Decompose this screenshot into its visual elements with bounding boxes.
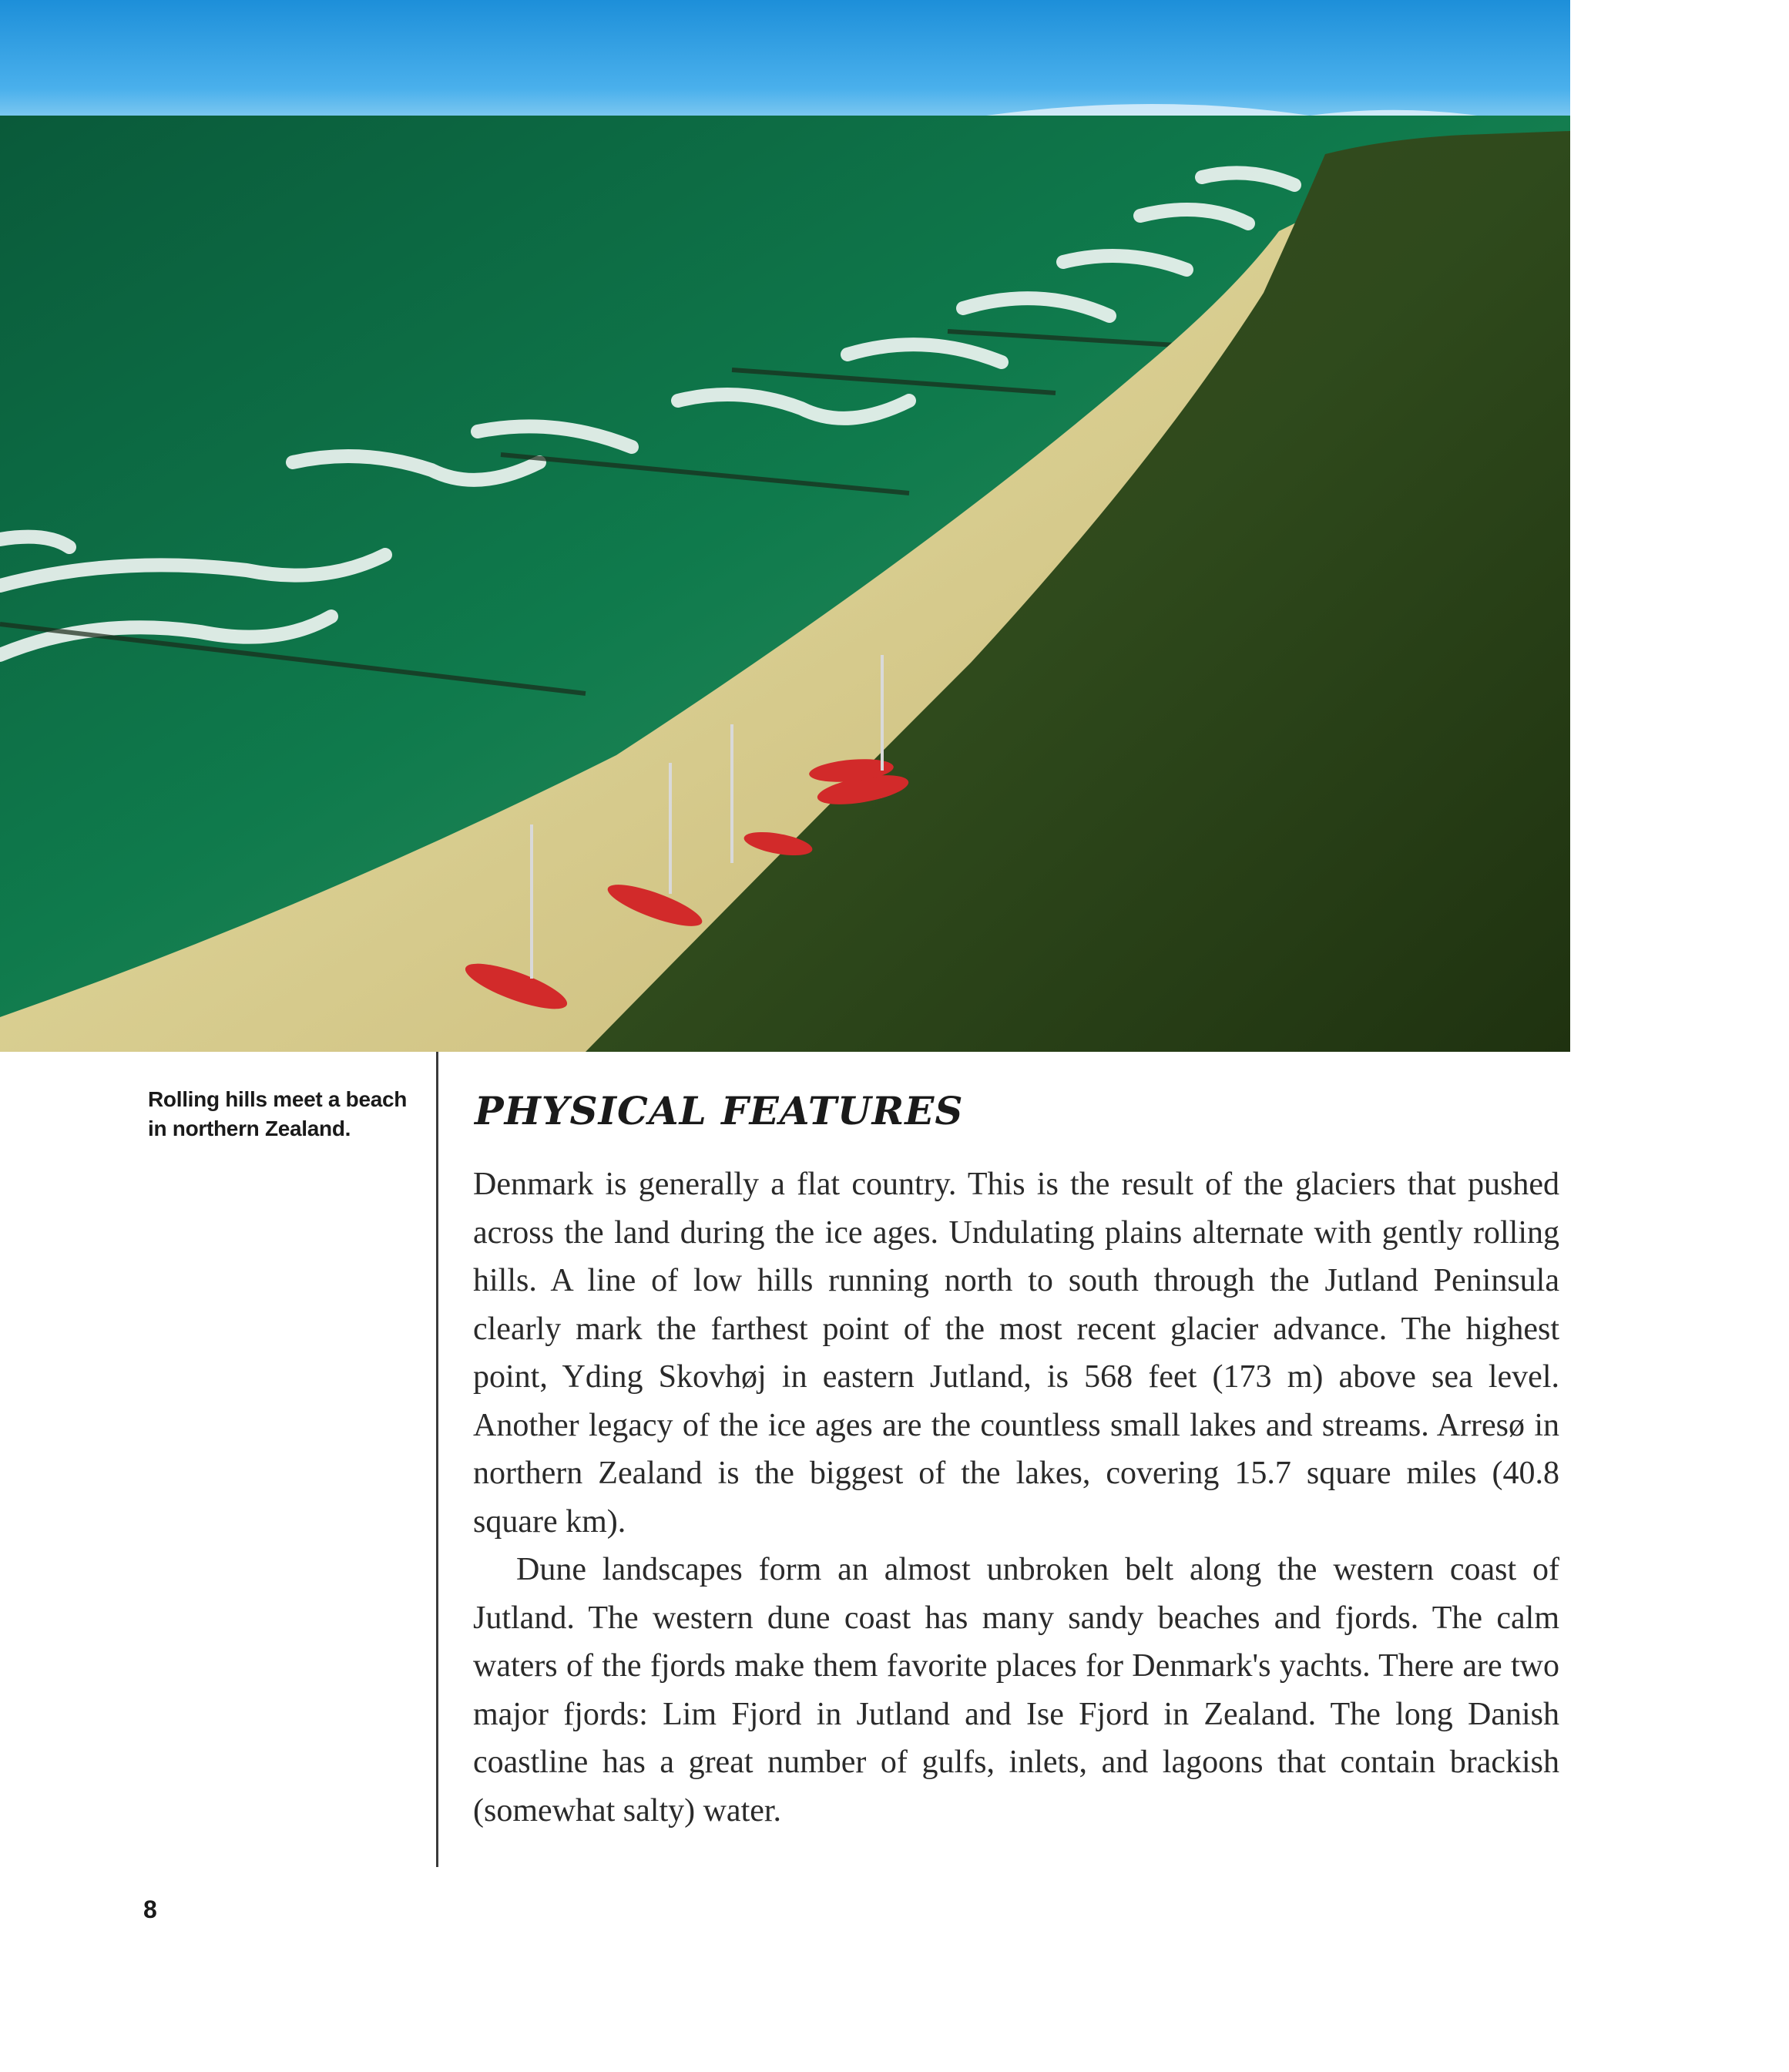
body-text (473, 1160, 1559, 1835)
beach-photo-icon (0, 0, 1570, 1052)
paragraph-2: Dune landscapes form an almost unbroken belt along the western coast of Jutland. The western dune coast has many sandy beaches and fjords. The calm waters of the fjords make them favorite places for Denmark's yachts. There are two major fjords: Lim Fjord in Jutland and Ise Fjord in Zealand. The long Danish coastline has a great number of gulfs, inlets, and lagoons that contain brackish (somewhat salty) water. (473, 1552, 1559, 1829)
photo-caption: Rolling hills meet a beach in northern Zealand. (148, 1087, 408, 1140)
paragraph-1: Denmark is generally a flat country. This is the result of the glaciers that pushed across the land during the ice ages. Undulating plains alternate with gently rolling hills. A line of low hills running north to south through the Jutland Peninsula clearly mark the farthest point of the most recent glacier advance. The highest point, Yding Skovhøj in eastern Jutland, is 568 feet (173 m) above sea level. Another legacy of the ice ages are the countless small lakes and streams. Arresø in northern Zealand is the biggest of the lakes, covering 15.7 square miles (40.8 square km). (473, 1167, 1559, 1540)
column-divider (436, 1052, 438, 1867)
page-number: 8 (143, 1896, 157, 1923)
beach-photo (0, 0, 1570, 1052)
section-heading: PHYSICAL FEATURES (475, 1088, 964, 1133)
